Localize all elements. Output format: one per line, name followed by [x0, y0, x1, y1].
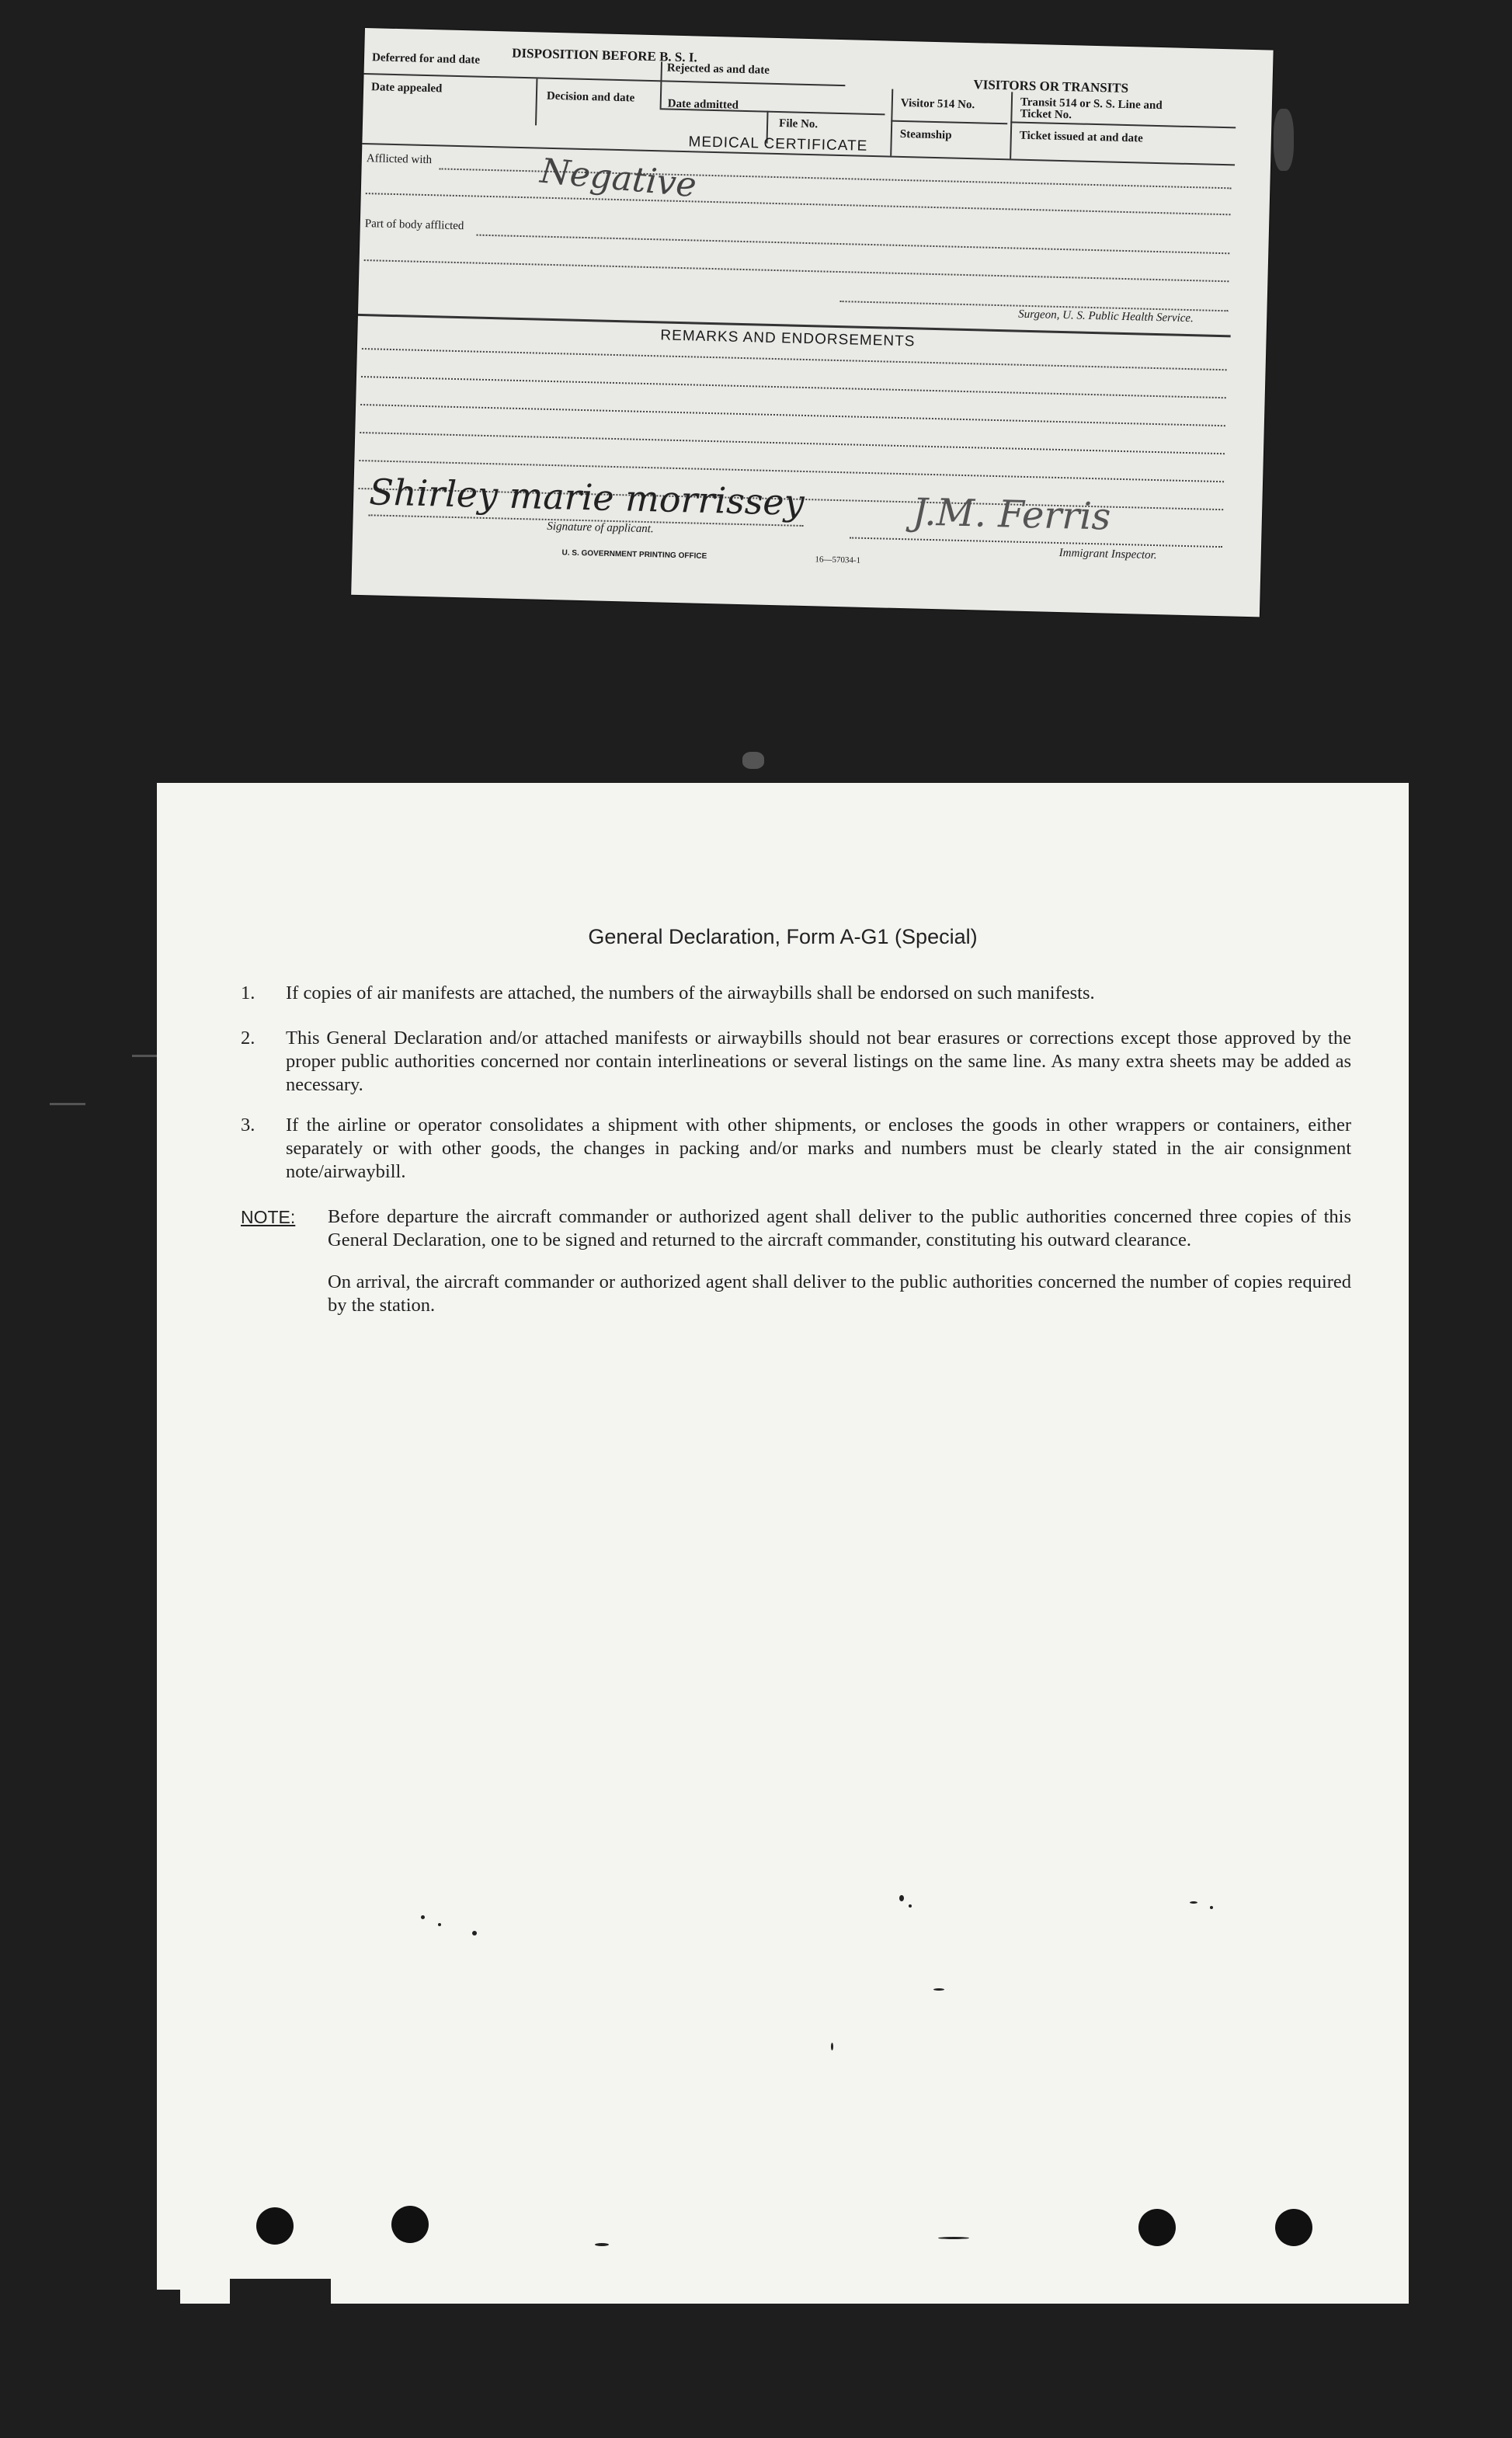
inspector-label: Immigrant Inspector.: [1058, 547, 1157, 562]
item-text: If the airline or operator consolidates a shipment with other shipments, or encloses the goods in other wrappers or containers, either separately or with other goods, the changes in packing and/or marks and numbers must be clearly stated in the air consignment note/airwaybill.: [286, 1115, 1351, 1182]
printer-credit: U. S. GOVERNMENT PRINTING OFFICE: [561, 548, 707, 561]
afflicted-label: Afflicted with: [366, 152, 433, 167]
ticket-label: Ticket issued at and date: [1019, 129, 1143, 145]
file-no-label: File No.: [778, 117, 819, 131]
item-number: 3.: [241, 1115, 255, 1136]
decision-label: Decision and date: [546, 89, 635, 105]
declaration-item-1: [241, 982, 1351, 1005]
disposition-header: DISPOSITION BEFORE B. S. I.: [512, 45, 697, 65]
item-number: 1.: [241, 983, 255, 1003]
scan-mark: [1274, 109, 1294, 171]
medical-card: [351, 28, 1273, 617]
punch-hole: [256, 2207, 294, 2245]
applicant-signature: Shirley marie morrissey: [368, 471, 805, 523]
steamship-label: Steamship: [899, 127, 952, 142]
punch-hole: [1275, 2209, 1312, 2246]
deferred-label: Deferred for and date: [371, 51, 481, 67]
afflicted-value: Negative: [538, 151, 698, 206]
inspector-signature: J.M. Ferris: [912, 490, 1111, 539]
visitor-label: Visitor 514 No.: [900, 96, 975, 112]
declaration-note: [241, 1205, 1351, 1317]
note-label: NOTE:: [241, 1207, 296, 1227]
item-text: If copies of air manifests are attached, the numbers of the airwaybills shall be endorsed on such manifests.: [286, 983, 1095, 1003]
note-paragraph-2: On arrival, the aircraft commander or authorized agent shall deliver to the public authorities concerned the number of copies required by the station.: [328, 1271, 1351, 1316]
punch-hole: [1138, 2209, 1176, 2246]
date-appealed-label: Date appealed: [370, 81, 443, 96]
item-number: 2.: [241, 1028, 255, 1049]
medical-certificate-header: MEDICAL CERTIFICATE: [688, 134, 868, 155]
body-part-label: Part of body afflicted: [364, 217, 464, 233]
item-text: This General Declaration and/or attached manifests or airwaybills should not bear erasures or corrections except those approved by the proper public authorities concerned nor contain interlineations or several listings on the same line. As many extra sheets may be added as necessary.: [286, 1028, 1351, 1095]
punch-hole: [391, 2206, 429, 2243]
note-paragraph-1: Before departure the aircraft commander or authorized agent shall deliver to the public authorities concerned three copies of this General Declaration, one to be signed and returned to the aircraft commander, constituting his outward clearance.: [328, 1206, 1351, 1250]
surgeon-label: Surgeon, U. S. Public Health Service.: [1018, 308, 1194, 325]
general-declaration-page: [157, 783, 1409, 2304]
declaration-item-2: [241, 1027, 1351, 1097]
scan-mark: [50, 1103, 85, 1105]
declaration-title: General Declaration, Form A-G1 (Special): [588, 925, 978, 948]
date-admitted-label: Date admitted: [667, 97, 739, 112]
transit-label: Transit 514 or S. S. Line and Ticket No.: [1020, 96, 1163, 122]
declaration-item-3: [241, 1114, 1351, 1184]
scan-mark: [742, 752, 764, 769]
remarks-header: REMARKS AND ENDORSEMENTS: [660, 327, 916, 350]
form-number: 16—57034-1: [815, 555, 861, 565]
applicant-signature-label: Signature of applicant.: [547, 520, 654, 536]
rejected-label: Rejected as and date: [666, 61, 770, 77]
visitors-header: VISITORS OR TRANSITS: [973, 77, 1129, 96]
